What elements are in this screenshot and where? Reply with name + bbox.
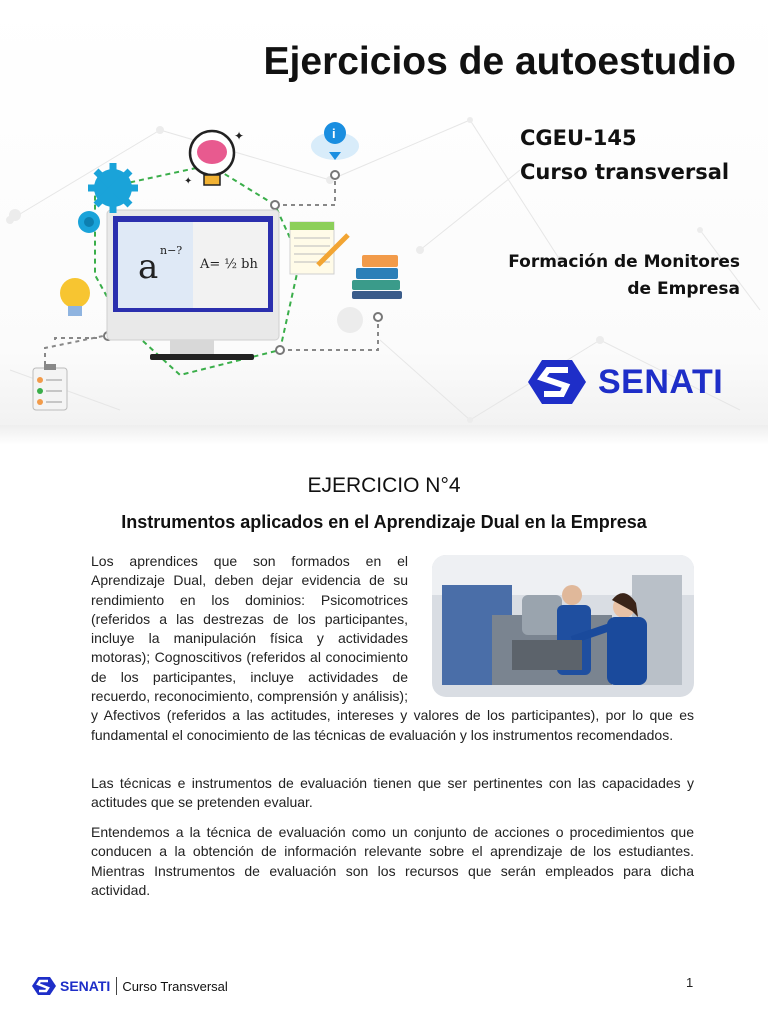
paragraph-1 bbox=[91, 552, 694, 745]
senati-logo-icon bbox=[528, 358, 586, 406]
exercise-subtitle: Instrumentos aplicados en el Aprendizaje Dual en la Empresa bbox=[121, 512, 647, 532]
brain-lightbulb-icon bbox=[184, 129, 244, 187]
paragraph-2: Las técnicas e instrumentos de evaluación tienen que ser pertinentes con las capacidades y actitudes que se pretenden evaluar. bbox=[91, 775, 694, 811]
paragraph-1-text: Los aprendices que son formados en el Aprendizaje Dual, deben dejar evidencia de su rendimiento en los dominios: Psicomotrices (referidos a las destrezas de los participantes, incluye la manipulación física y actividades motoras); Cognoscitivos (referidos al conocimiento de los participantes, incluye actividades de recuerdo, reconocimiento, comprensión y análisis); y Afectivos (referidos a las actitudes, intereses y valores de los participantes), por lo que es fundamental el conocimiento de las técnicas de evaluación y los instrumentos recomendados. bbox=[91, 553, 694, 743]
formula-area: A= ½ bh bbox=[200, 257, 258, 272]
books-icon bbox=[352, 255, 402, 299]
workshop-photo bbox=[432, 555, 694, 697]
senati-logo bbox=[528, 358, 723, 406]
formula-a: a bbox=[138, 247, 159, 287]
page-number: 1 bbox=[686, 975, 694, 990]
program-line-2: de Empresa bbox=[627, 279, 740, 299]
notepad-pencil-icon bbox=[290, 222, 348, 274]
course-type: Curso transversal bbox=[520, 160, 730, 184]
course-code: CGEU-145 bbox=[520, 126, 637, 150]
checklist-icon bbox=[33, 364, 67, 410]
footer bbox=[32, 976, 228, 996]
footer-logo-icon bbox=[32, 976, 56, 996]
footer-brand: SENATI bbox=[60, 978, 111, 994]
info-cloud-icon bbox=[311, 122, 359, 160]
program-line-1: Formación de Monitores bbox=[508, 252, 740, 272]
footer-course: Curso Transversal bbox=[122, 978, 228, 994]
exercise-title: EJERCICIO N°4 bbox=[307, 474, 461, 497]
footer-divider bbox=[116, 977, 117, 995]
brand-name: SENATI bbox=[598, 362, 724, 401]
svg-text:✦: ✦ bbox=[184, 176, 193, 187]
paragraph-3: Entendemos a la técnica de evaluación como un conjunto de acciones o procedimientos que conducen a la obtención de información relevante sobre el aprendizaje de los estudiantes. Mientras Instrumentos de evaluación son los recursos que serán empleados para dicha actividad. bbox=[91, 824, 694, 898]
formula-exponent: n−? bbox=[160, 244, 183, 257]
svg-text:✦: ✦ bbox=[234, 129, 245, 143]
education-illustration bbox=[0, 110, 480, 420]
monitor-icon bbox=[107, 210, 279, 360]
svg-text:i: i bbox=[332, 126, 336, 141]
lightbulb-icon bbox=[60, 278, 90, 316]
page-title: Ejercicios de autoestudio bbox=[263, 40, 736, 83]
program-name bbox=[480, 249, 740, 303]
